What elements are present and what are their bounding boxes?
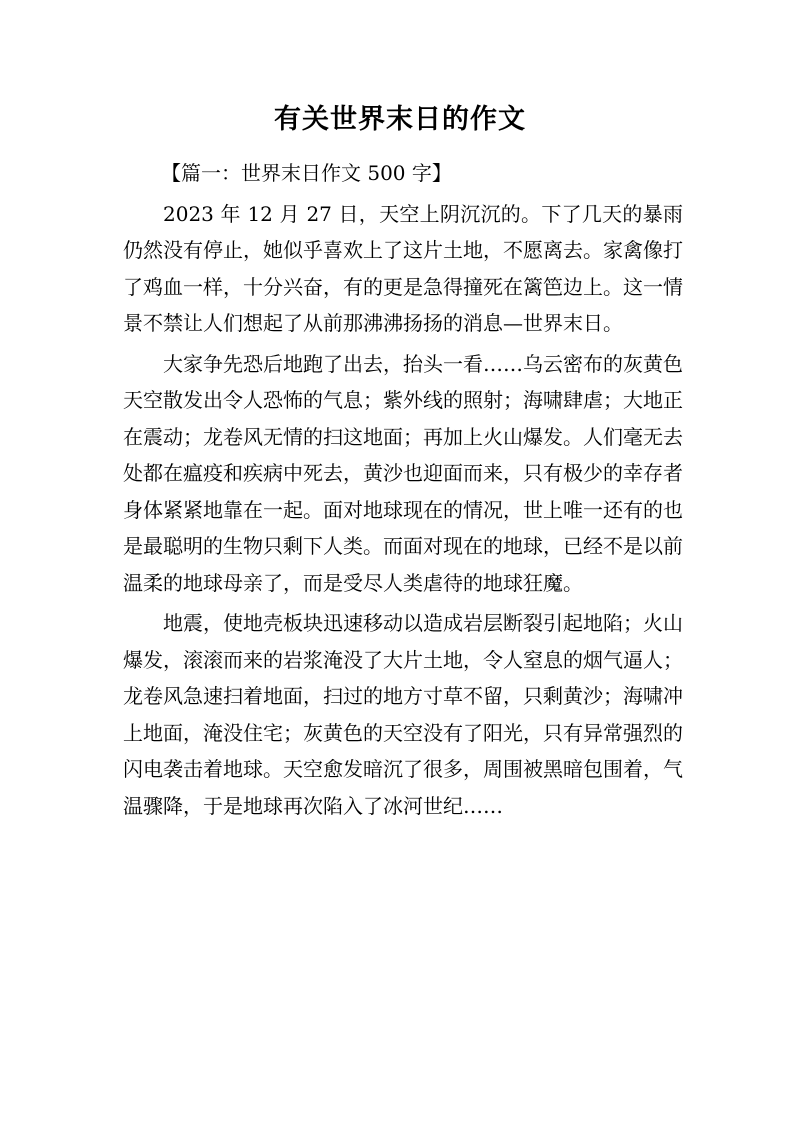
paragraph-1: 2023 年 12 月 27 日，天空上阴沉沉的。下了几天的暴雨仍然没有停止，她似乎喜欢上了这片土地，不愿离去。家禽像打了鸡血一样，十分兴奋，有的更是急得撞死在篱笆边上。这一情景不禁让人们想起了从前那沸沸扬扬的消息—世界末日。 bbox=[123, 201, 683, 335]
paragraph-3: 地震，使地壳板块迅速移动以造成岩层断裂引起地陷；火山爆发，滚滚而来的岩浆淹没了大片土地，令人窒息的烟气逼人；龙卷风急速扫着地面，扫过的地方寸草不留，只剩黄沙；海啸冲上地面，淹没住宅；灰黄色的天空没有了阳光，只有异常强烈的闪电袭击着地球。天空愈发暗沉了很多，周围被黑暗包围着，气温骤降，于是地球再次陷入了冰河世纪…… bbox=[123, 611, 683, 818]
document-title: 有关世界末日的作文 bbox=[274, 104, 526, 135]
paragraph-2: 大家争先恐后地跑了出去，抬头一看……乌云密布的灰黄色天空散发出令人恐怖的气息；紫外线的照射；海啸肆虐；大地正在震动；龙卷风无情的扫这地面；再加上火山爆发。人们毫无去处都在瘟疫和疾病中死去，黄沙也迎面而来，只有极少的幸存者身体紧紧地靠在一起。面对地球现在的情况，世上唯一还有的也是最聪明的生物只剩下人类。而面对现在的地球，已经不是以前温柔的地球母亲了，而是受尽人类虐待的地球狂魔。 bbox=[123, 351, 683, 595]
document-body bbox=[123, 155, 683, 828]
section-heading: 【篇一：世界末日作文 500 字】 bbox=[161, 161, 452, 185]
